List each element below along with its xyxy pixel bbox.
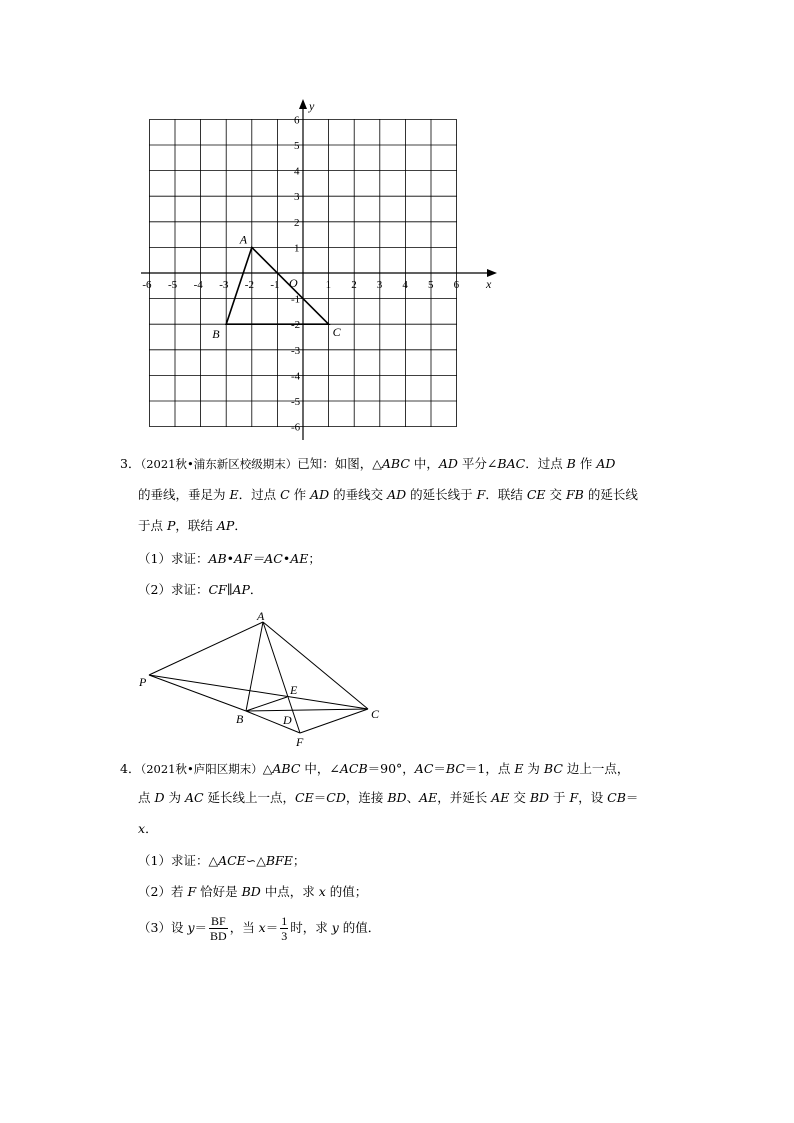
x-tick-label: 5 bbox=[428, 279, 434, 291]
x-tick-label: -5 bbox=[168, 279, 178, 291]
origin-label: O bbox=[289, 276, 298, 290]
point-label-c: C bbox=[332, 325, 341, 340]
x-tick-label: 6 bbox=[453, 279, 460, 291]
q4-number: 4． bbox=[120, 761, 141, 776]
segment-pa bbox=[149, 622, 263, 675]
segment-ac bbox=[263, 622, 368, 709]
y-tick-label: 3 bbox=[294, 191, 300, 204]
q4-sub-3: （3）设 y＝ $\frac{BF}{BD}$ ，当 x＝ $\frac{1}{3}$ 时，求 y 的值． bbox=[138, 914, 381, 943]
label-b: B bbox=[236, 712, 244, 726]
q3-number: 3． bbox=[120, 456, 141, 471]
y-axis-arrow bbox=[299, 99, 307, 109]
fraction-one-third: $\frac{1}{3}$ bbox=[281, 914, 288, 943]
segment-ab bbox=[246, 622, 263, 711]
y-tick-label: 2 bbox=[294, 216, 300, 229]
y-tick-label: 1 bbox=[294, 242, 300, 255]
label-f: F bbox=[296, 735, 304, 749]
q3-source: （2021秋•浦东新区校级期末） bbox=[140, 457, 298, 471]
segment-pb bbox=[149, 675, 246, 711]
segment-bf bbox=[246, 711, 300, 733]
point-label-a: A bbox=[239, 232, 248, 247]
x-tick-label: 2 bbox=[351, 279, 357, 291]
point-label-b: B bbox=[212, 327, 220, 342]
label-c: C bbox=[371, 707, 380, 721]
segment-cf bbox=[300, 709, 368, 733]
y-tick-label: -1 bbox=[291, 293, 301, 306]
x-tick-label: -1 bbox=[270, 279, 280, 291]
x-tick-labels bbox=[142, 279, 459, 291]
x-tick-label: 4 bbox=[402, 279, 408, 291]
segment-af bbox=[263, 622, 300, 733]
y-tick-label: 5 bbox=[294, 140, 300, 152]
y-tick-label: -6 bbox=[291, 421, 301, 434]
label-d: D bbox=[283, 713, 292, 727]
y-tick-label: -2 bbox=[291, 319, 301, 332]
coordinate-grid-figure bbox=[0, 0, 794, 450]
x-tick-label: -4 bbox=[193, 279, 203, 291]
fraction-bf-over-bd: $\frac{BF}{BD}$ bbox=[210, 914, 227, 943]
x-tick-label: -2 bbox=[244, 279, 254, 291]
q4-source: （2021秋•庐阳区期末） bbox=[140, 762, 263, 776]
x-axis-label: x bbox=[486, 277, 492, 291]
q3-geometry-figure bbox=[0, 600, 794, 750]
label-a: A bbox=[257, 609, 265, 623]
segment-pc bbox=[149, 675, 368, 709]
y-tick-labels bbox=[291, 114, 301, 433]
segment-bc bbox=[246, 709, 368, 711]
x-tick-label: 3 bbox=[376, 279, 383, 291]
y-tick-label: -4 bbox=[291, 370, 301, 383]
x-tick-label: -3 bbox=[219, 279, 229, 291]
axes bbox=[141, 106, 490, 440]
x-tick-label: 1 bbox=[325, 279, 332, 291]
label-p: P bbox=[139, 675, 147, 689]
y-tick-label: 4 bbox=[294, 165, 300, 178]
y-tick-label: -5 bbox=[291, 396, 301, 408]
x-tick-label: -6 bbox=[142, 279, 152, 291]
y-tick-label: -3 bbox=[291, 344, 301, 357]
label-e: E bbox=[290, 683, 298, 697]
segment-be bbox=[246, 697, 287, 711]
y-axis-label: y bbox=[309, 99, 315, 113]
x-axis-arrow bbox=[487, 269, 497, 277]
y-tick-label: 6 bbox=[294, 114, 300, 127]
